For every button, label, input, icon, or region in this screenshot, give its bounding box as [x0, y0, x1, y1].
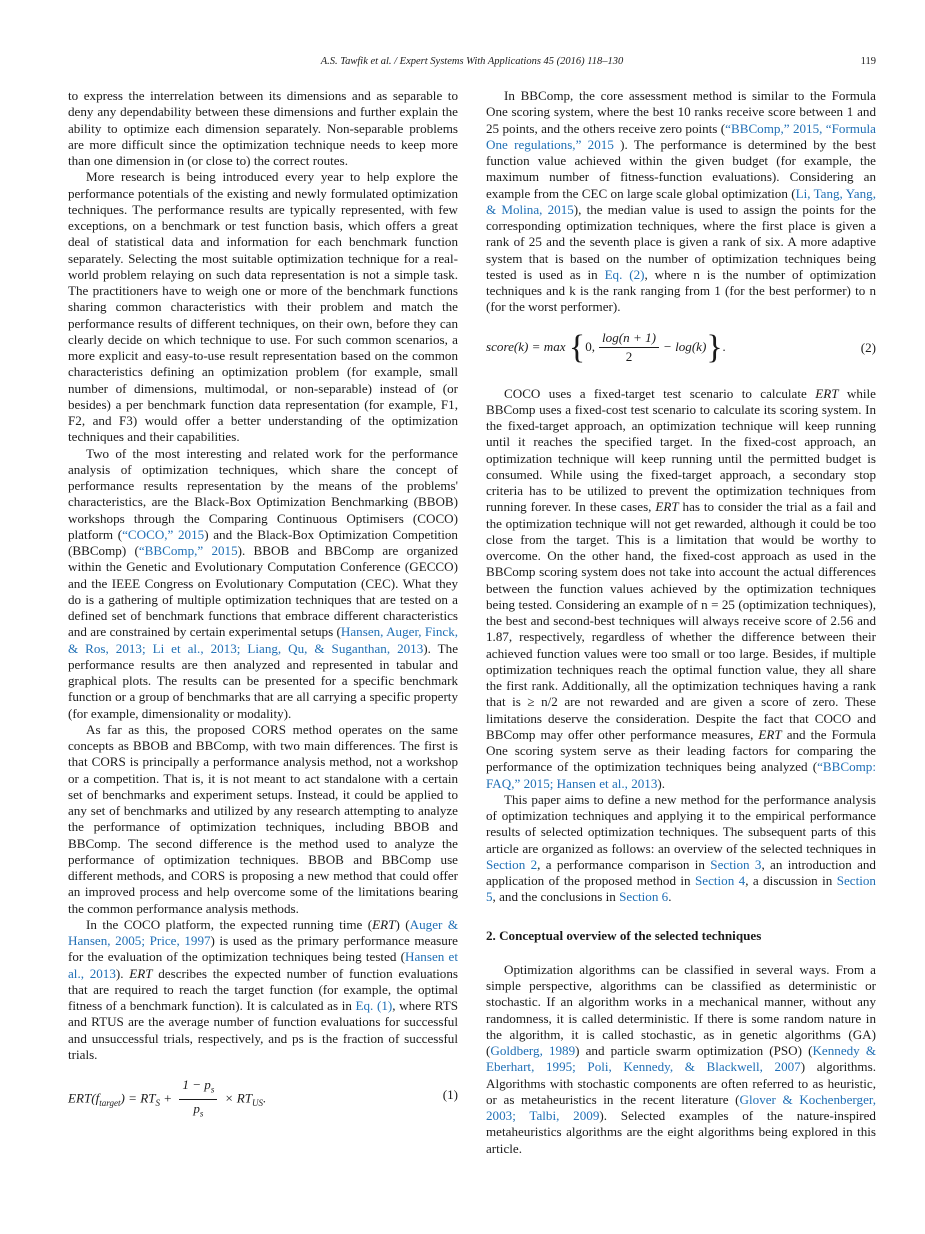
right-column	[486, 88, 876, 1157]
citation-link[interactable]: Hansen et al., 2013	[68, 949, 458, 981]
paragraph: As far as this, the proposed CORS method operates on the same concepts as BBOB and BBComp, with two main differences. The first is that CORS is principally a performance analysis method, not a workshop or a competition. That is, it is not meant to act standalone with a certain set of benchmarks and experiment setups. Instead, it could be applied to any set of benchmarks and utilized by any research attempting to analyze the performance of optimization techniques, including BBOB and BBComp. The second difference is the method used to analyze the performance of optimization techniques. BBOB and BBComp use different methods, and CORS is proposing a new method that could offer an improved process and help overcome some of the limitations bearing the common performance analysis methods.	[68, 721, 458, 916]
citation-link[interactable]: “BBComp: FAQ,” 2015; Hansen et al., 2013	[486, 759, 876, 791]
citation-link[interactable]: Glover & Kochenberger, 2003; Talbi, 2009	[486, 1091, 876, 1123]
paragraph: Optimization algorithms can be classified in several ways. From a simple perspective, algorithms can be classified as deterministic or stochastic. If an algorithm works in a mechanical manner, without any randomness, it is called deterministic. If there is some random nature in the algorithm, it is called stochastic, as in genetic algorithms (GA) (Goldberg, 1989) and particle swarm optimization (PSO) (Kennedy & Eberhart, 1995; Poli, Kennedy, & Blackwell, 2007) algorithms. Algorithms with stochastic components are often referred to as heuristic, or as metaheuristics in the recent literature (Glover & Kochenberger, 2003; Talbi, 2009). Selected examples of the nature-inspired metaheuristics algorithms are the eight algorithms being explored in this article.	[486, 961, 877, 1156]
section-link[interactable]: Section 5	[486, 873, 876, 905]
citation-link[interactable]: Goldberg, 1989	[490, 1043, 576, 1058]
citation-link[interactable]: “BBComp,” 2015, “Formula One regulations,” 2015	[486, 120, 876, 152]
citation-link[interactable]: Hansen, Auger, Finck, & Ros, 2013; Li et al., 2013; Liang, Qu, & Suganthan, 2013	[68, 624, 459, 656]
running-title: A.S. Tawfik et al. / Expert Systems With Applications 45 (2016) 118–130	[320, 56, 624, 67]
equation-number: (1)	[442, 1087, 458, 1102]
citation-link[interactable]: Auger & Hansen, 2005; Price, 1997	[68, 916, 459, 948]
equation-number: (2)	[860, 339, 876, 355]
equation-2: score(k) = max {0, $\frac{\log(n + 1)}{2}$ − log(k)}. (2)	[486, 328, 876, 366]
citation-link[interactable]: “COCO,” 2015	[122, 526, 205, 542]
equation-1: $ERT(f_{target}) = RT_S$ + $\frac{1 - p_s}{p_s}$ × $RT_{US}$. (1)	[68, 1077, 458, 1119]
paragraph: to express the interrelation between its dimensions and as separable to deny any dependability between these dimensions and further explain the ability to optimize each dimension separately. Non-separable problems are more difficult since the optimization technique needs to keep more than one dimension in (or close to) the correct routes.	[68, 88, 458, 168]
left-column	[68, 88, 458, 1133]
equation-link[interactable]: Eq. (1)	[355, 998, 393, 1013]
paragraph: In BBComp, the core assessment method is similar to the Formula One scoring system, where the best 10 ranks receive score between 1 and 25 points, and the others receive zero points (“BBComp,” 2015, “Formula One regulations,” 2015 ). The performance is determined by the best function value achieved within the given budget (for example, the maximum number of fitness-function evaluations). Considering an example from the CEC on large scale global optimization (Li, Tang, Yang, & Molina, 2015), the median value is used to assign the points for the corresponding optimization techniques, where the first place is given a rank of 25 and the seventh place is given a rank of six. A more adaptive system that is based on the number of optimization techniques being tested is used as in Eq. (2), where n is the number of optimization techniques and k is the rank ranging from 1 (for the best performer) to n (for the worst performer).	[486, 88, 876, 315]
paragraph: In the COCO platform, the expected running time (ERT) (Auger & Hansen, 2005; Price, 1997) is used as the primary performance measure for the evaluation of the optimization techniques being tested (Hansen et al., 2013). ERT describes the expected number of function evaluations that are required to reach the target function (for example, the optimal fitness of a benchmark function). It is calculated as in Eq. (1), where RTS and RTUS are the average number of function evaluations for successful and unsuccessful trials, respectively, and ps is the fraction of successful trials.	[68, 916, 459, 1062]
paragraph: This paper aims to define a new method for the performance analysis of optimization techniques and applying it to the empirical performance results of selected optimization techniques. The subsequent parts of this article are organized as follows: an overview of the selected techniques in Section 2, a performance comparison in Section 3, an introduction and application of the proposed method in Section 4, a discussion in Section 5, and the conclusions in Section 6.	[486, 791, 876, 905]
section-link[interactable]: Section 2	[486, 856, 538, 872]
equation-link[interactable]: Eq. (2)	[604, 266, 645, 282]
citation-link[interactable]: “BBComp,” 2015	[138, 543, 238, 558]
section-link[interactable]: Section 4	[695, 873, 746, 888]
section-heading: 2. Conceptual overview of the selected techniques	[486, 927, 762, 943]
citation-link[interactable]: Li, Tang, Yang, & Molina, 2015	[486, 185, 876, 217]
running-header	[68, 56, 876, 72]
citation-link[interactable]: Kennedy & Eberhart, 1995; Poli, Kennedy, & Blackwell, 2007	[486, 1043, 877, 1075]
paragraph: COCO uses a fixed-target test scenario to calculate ERT while BBComp uses a fixed-cost test scenario to calculate its scoring system. In the fixed-target approach, an optimization technique will keep running until it reaches the specified target. In the fixed-cost approach, an optimization technique will keep running until the permitted budget is consumed. While using the fixed-target approach, a secondary stop criteria has to be utilized to prevent the optimization techniques from running forever. In these cases, ERT has to consider the trial as a fail and the optimization technique will not get rewarded, although it could be too close from the target. This is a limitation that would be worthy to overcome. On the other hand, the fixed-cost approach as used in the BBComp scoring system does not take into account the actual differences between the function values achieved by the optimization techniques being tested. Considering an example of n = 25 (optimization techniques), the best and second-best techniques will always receive score of 2.56 and 1.87, respectively, regardless of whether the difference between their achieved function values were too small or too large. Besides, if multiple optimization techniques reach the optimal function value, they all share the first rank. Additionally, all the optimization techniques having a rank that is ≥ n/2 are not rewarded and are given a score of zero. These limitations deserve the consideration. Despite the fact that COCO and BBComp may offer other performance measures, ERT and the Formula One scoring system serve as their leading factors for comparing the performance of the optimization techniques being analyzed (“BBComp: FAQ,” 2015; Hansen et al., 2013).	[486, 385, 876, 791]
page-number: 119	[860, 56, 876, 67]
section-link[interactable]: Section 6	[619, 889, 669, 905]
paragraph: More research is being introduced every year to help explore the performance potentials of the existing and newly formulated optimization techniques. The performance results are typically represented, with few exceptions, on a benchmark or test function basis, which offers a great deal of statistical data and information for each benchmark function separately. Selecting the most suitable optimization technique for a real-world problem relaying on such data representation is not a simple task. The practitioners have to weigh one or more of the benchmark functions sharing common characteristics with their problem and match the performance results of different techniques, on their own, before they can clearly decide on which technique to use. For such common scenarios, a more explicit and easy-to-use result representation based on the common characteristics defining an optimization problem (for example, small number of dimensions, multimodal, or non-separable) instead of (or besides) a per benchmark function data representation (for example, F1, F2, and F3) would offer a better understanding of the optimization techniques and their capabilities.	[68, 169, 458, 445]
section-link[interactable]: Section 3	[710, 856, 762, 872]
paragraph: Two of the most interesting and related work for the performance analysis of optimization techniques, which share the concept of performance results representation by the means of the problems' characteristics, are the Black-Box Optimization Benchmarking (BBOB) workshops through the Comparing Continuous Optimisers (COCO) platform (“COCO,” 2015) and the Black-Box Optimization Competition (BBComp) (“BBComp,” 2015). BBOB and BBComp are organized within the Genetic and Evolutionary Computation Conference (GECCO) and the IEEE Congress on Evolutionary Computation (CEC). What they do is a gathering of multiple optimization techniques that are tested on a defined set of benchmark functions that embrace different characteristics and are constrained by certain experimental setups (Hansen, Auger, Finck, & Ros, 2013; Li et al., 2013; Liang, Qu, & Suganthan, 2013). The performance results are then analyzed and represented in tabular and graphical plots. The results can be presented for a specific benchmark function or a group of benchmarks that are all carrying a specific property (for example, dimensionality or modality).	[68, 445, 459, 721]
